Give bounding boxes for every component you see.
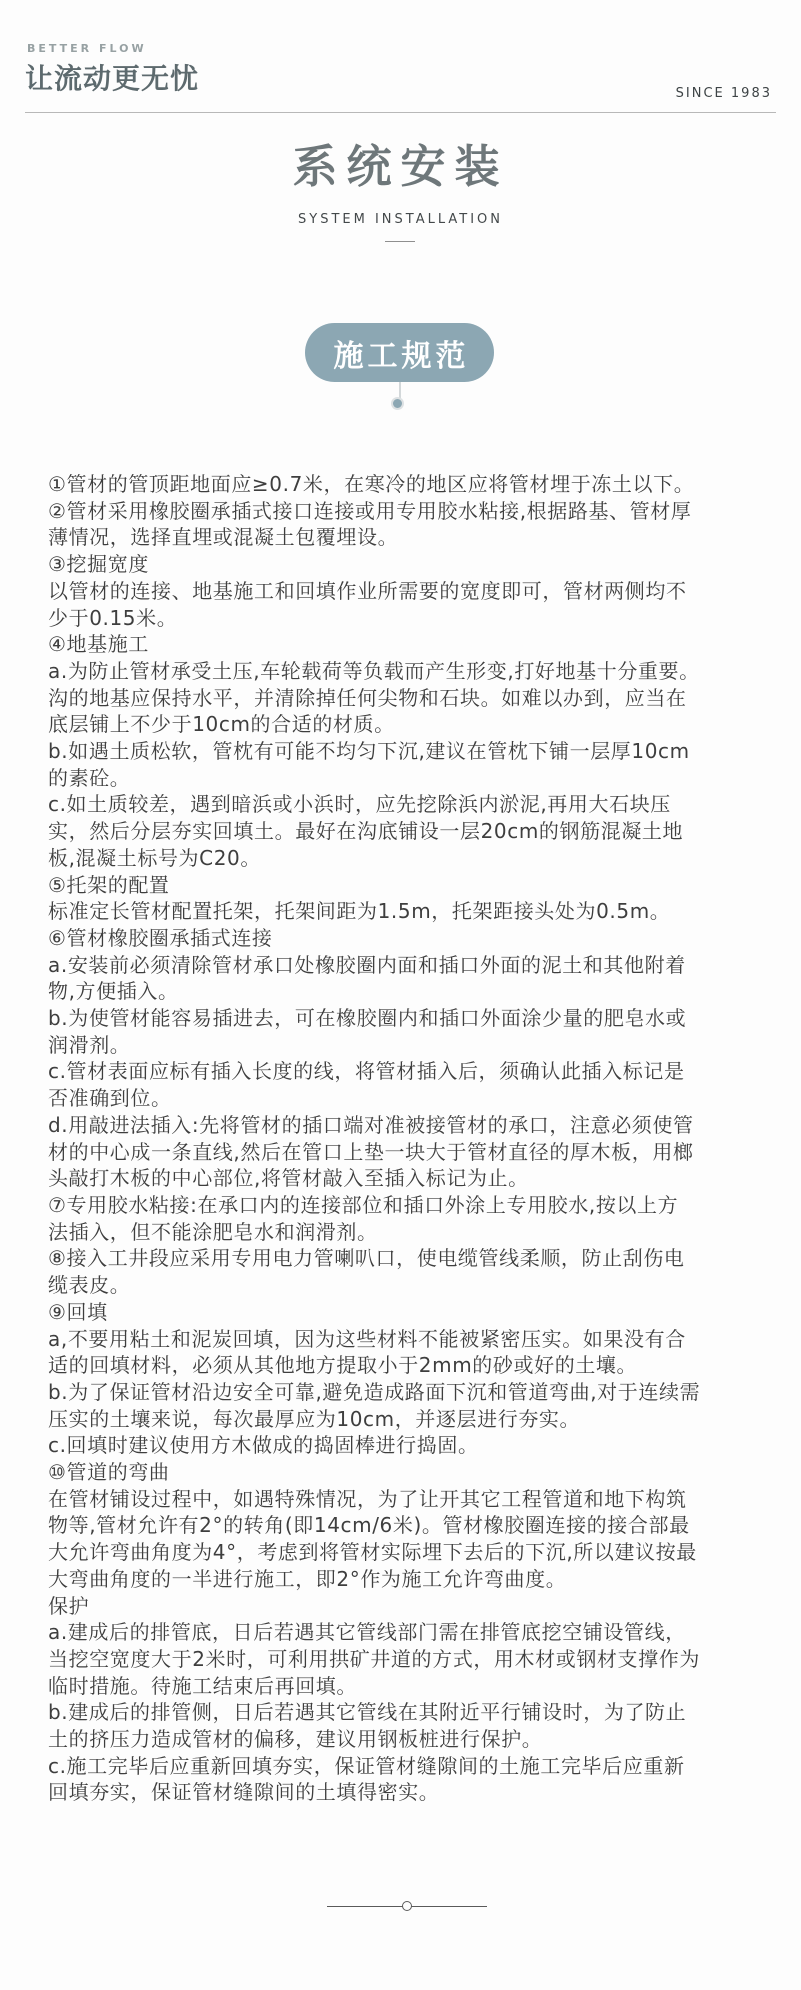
specification-text bbox=[48, 471, 760, 1806]
text-line: 回填夯实，保证管材缝隙间的土填得密实。 bbox=[48, 1780, 440, 1805]
text-line: ⑨回填 bbox=[48, 1299, 108, 1324]
page-title: 系统安装 bbox=[292, 140, 509, 193]
text-line: 的素砼。 bbox=[48, 765, 131, 790]
text-line: ②管材采用橡胶圈承插式接口连接或用专用胶水粘接,根据路基、管材厚 bbox=[48, 498, 692, 523]
text-line: 缆表皮。 bbox=[48, 1273, 131, 1298]
text-line: a.建成后的排管底，日后若遇其它管线部门需在排管底挖空铺设管线， bbox=[48, 1620, 686, 1645]
text-line: 以管材的连接、地基施工和回填作业所需要的宽度即可，管材两侧均不 bbox=[48, 578, 687, 603]
connector-dot-icon bbox=[391, 397, 404, 410]
text-line: ⑧接入工井段应采用专用电力管喇叭口，使电缆管线柔顺，防止刮伤电 bbox=[48, 1246, 685, 1271]
text-line: ⑥管材橡胶圈承插式连接 bbox=[48, 925, 273, 950]
text-line: ⑦专用胶水粘接:在承口内的连接部位和插口外涂上专用胶水,按以上方 bbox=[48, 1192, 679, 1217]
text-line: 沟的地基应保持水平，并清除掉任何尖物和石块。如难以办到，应当在 bbox=[48, 685, 687, 710]
text-line: 薄情况，选择直埋或混凝土包覆埋设。 bbox=[48, 525, 399, 550]
text-line: 物等,管材允许有2°的转角(即14cm/6米)。管材橡胶圈连接的接合部最 bbox=[48, 1513, 690, 1538]
text-line: 当挖空宽度大于2米时，可利用拱矿井道的方式，用木材或钢材支撑作为 bbox=[48, 1646, 700, 1671]
text-line: ①管材的管顶距地面应≥0.7米，在寒冷的地区应将管材埋于冻土以下。 bbox=[48, 472, 695, 496]
text-line: 保护 bbox=[48, 1593, 90, 1618]
text-line: 法插入，但不能涂肥皂水和润滑剂。 bbox=[48, 1219, 378, 1244]
text-line: c.回填时建议使用方木做成的捣固棒进行捣固。 bbox=[48, 1433, 479, 1458]
page-subtitle: SYSTEM INSTALLATION bbox=[298, 212, 503, 227]
text-line: ⑩管道的弯曲 bbox=[48, 1460, 170, 1485]
text-line: b.为了保证管材沿边安全可靠,避免造成路面下沉和管道弯曲,对于连续需 bbox=[48, 1379, 701, 1404]
text-line: 材的中心成一条直线,然后在管口上垫一块大于管材直径的厚木板，用榔 bbox=[48, 1139, 694, 1164]
title-divider bbox=[385, 241, 415, 242]
text-line: a,不要用粘土和泥炭回填，因为这些材料不能被紧密压实。如果没有合 bbox=[48, 1326, 686, 1351]
text-line: 板,混凝土标号为C20。 bbox=[48, 845, 261, 870]
text-line: a.安装前必须清除管材承口处橡胶圈内面和插口外面的泥土和其他附着 bbox=[48, 952, 686, 977]
header-divider bbox=[25, 112, 776, 113]
text-line: ④地基施工 bbox=[48, 632, 149, 657]
text-line: 适的回填材料，必须从其他地方提取小于2mm的砂或好的土壤。 bbox=[48, 1353, 638, 1378]
text-line: 临时措施。待施工结束后再回填。 bbox=[48, 1673, 357, 1698]
text-line: 大允许弯曲角度为4°，考虑到将管材实际埋下去后的下沉,所以建议按最 bbox=[48, 1540, 697, 1565]
text-line: ⑤托架的配置 bbox=[48, 872, 170, 897]
text-line: b.建成后的排管侧，日后若遇其它管线在其附近平行铺设时，为了防止 bbox=[48, 1700, 687, 1725]
text-line: b.如遇土质松软，管枕有可能不均匀下沉,建议在管枕下铺一层厚10cm bbox=[48, 739, 690, 764]
text-line: 在管材铺设过程中，如遇特殊情况，为了让开其它工程管道和地下构筑 bbox=[48, 1486, 687, 1511]
text-line: c.管材表面应标有插入长度的线，将管材插入后，须确认此插入标记是 bbox=[48, 1059, 685, 1084]
text-line: 实，然后分层夯实回填土。最好在沟底铺设一层20cm的钢筋混凝土地 bbox=[48, 819, 684, 844]
footer-circle-icon bbox=[402, 1901, 412, 1911]
section-badge-label: 施工规范 bbox=[333, 338, 470, 374]
text-line: ③挖掘宽度 bbox=[48, 552, 149, 577]
section-badge bbox=[305, 323, 494, 382]
text-line: 标准定长管材配置托架，托架间距为1.5m，托架距接头处为0.5m。 bbox=[48, 899, 671, 924]
text-line: b.为使管材能容易插进去，可在橡胶圈内和插口外面涂少量的肥皂水或 bbox=[48, 1006, 687, 1031]
text-line: c.如土质较差，遇到暗浜或小浜时，应先挖除浜内淤泥,再用大石块压 bbox=[48, 792, 671, 817]
brand-logo: 让流动更无忧 bbox=[25, 62, 200, 95]
text-line: 底层铺上不少于10cm的合适的材质。 bbox=[48, 712, 395, 737]
text-line: 否准确到位。 bbox=[48, 1086, 172, 1111]
brand-since-label: SINCE 1983 bbox=[675, 86, 772, 101]
text-line: 压实的土壤来说，每次最厚应为10cm，并逐层进行夯实。 bbox=[48, 1406, 581, 1431]
text-line: 润滑剂。 bbox=[48, 1032, 131, 1057]
text-line: d.用敲进法插入:先将管材的插口端对准被接管材的承口，注意必须使管 bbox=[48, 1112, 694, 1137]
text-line: 少于0.15米。 bbox=[48, 605, 178, 630]
text-line: c.施工完毕后应重新回填夯实，保证管材缝隙间的土施工完毕后应重新 bbox=[48, 1753, 685, 1778]
brand-tagline: BETTER FLOW bbox=[27, 42, 147, 55]
text-line: a.为防止管材承受土压,车轮载荷等负载而产生形变,打好地基十分重要。 bbox=[48, 658, 700, 683]
text-line: 大弯曲角度的一半进行施工，即2°作为施工允许弯曲度。 bbox=[48, 1566, 567, 1591]
text-line: 土的挤压力造成管材的偏移，建议用钢板桩进行保护。 bbox=[48, 1727, 543, 1752]
text-line: 物,方便插入。 bbox=[48, 979, 179, 1004]
text-line: 头敲打木板的中心部位,将管材敲入至插入标记为止。 bbox=[48, 1166, 529, 1191]
